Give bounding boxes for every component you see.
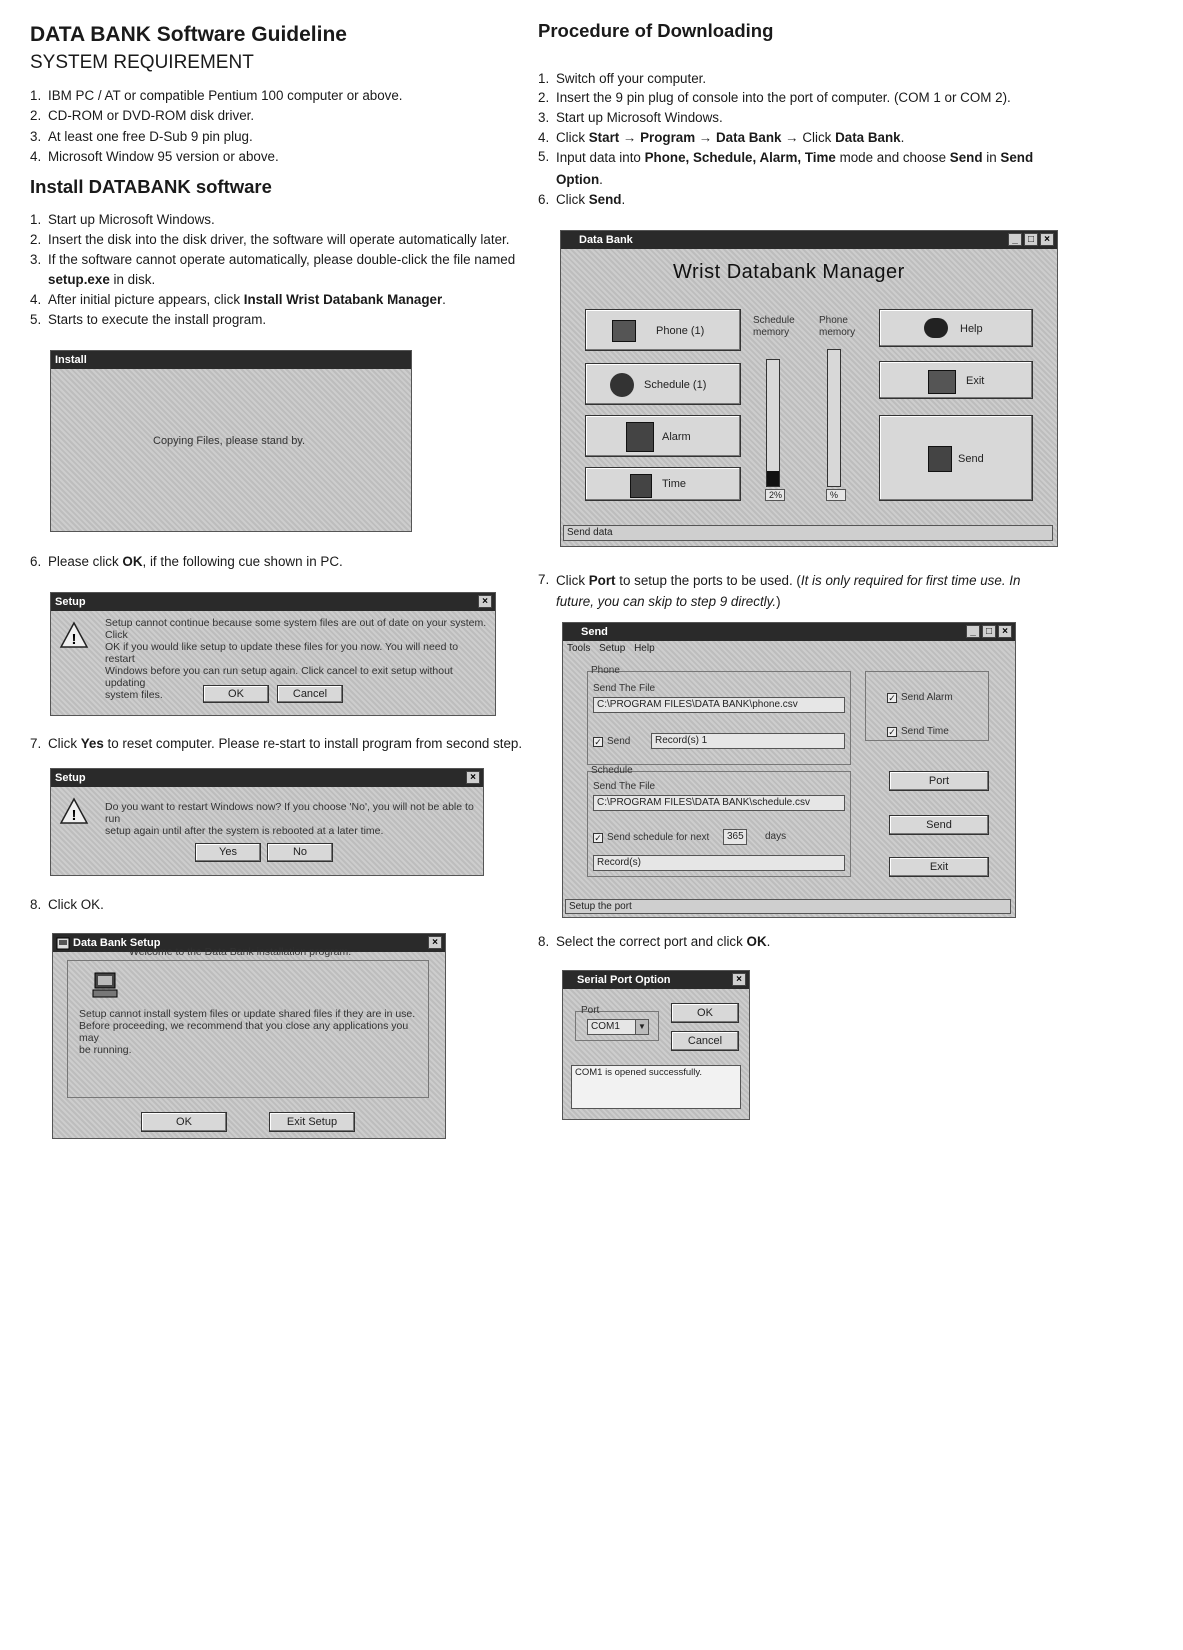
databank-setup-dialog (52, 933, 446, 1139)
ok-button[interactable]: OK (203, 685, 269, 703)
menu-setup[interactable]: Setup (599, 643, 626, 654)
exit-door-icon (928, 370, 956, 394)
welcome-message: Welcome to the Data Bank installation program. (129, 946, 352, 958)
install-dialog-message: Copying Files, please stand by. (153, 435, 306, 447)
port-select[interactable]: COM1 ▼ (587, 1019, 649, 1035)
list-item: 3. At least one free D-Sub 9 pin plug. (30, 128, 253, 144)
ok-button[interactable]: OK (671, 1003, 739, 1023)
send-alarm-checkbox[interactable]: ✓ (888, 693, 896, 703)
schedule-send-file-label: Send The File (593, 781, 656, 792)
yes-button[interactable]: Yes (195, 843, 261, 862)
port-status-box: COM1 is opened successfully. (571, 1065, 741, 1109)
maximize-button[interactable]: □ (1024, 233, 1038, 246)
setup-dialog-titlebar: Setup (51, 769, 483, 787)
setup-dialog-update (50, 592, 496, 716)
time-button[interactable]: Time (585, 467, 741, 501)
send-computer-icon (928, 446, 952, 472)
close-button[interactable]: × (732, 973, 746, 986)
close-button[interactable]: × (478, 595, 492, 608)
computer-setup-icon (91, 970, 121, 1000)
send-window-titlebar: Send (563, 623, 1015, 641)
setup-dialog-titlebar: Setup (51, 593, 495, 611)
schedule-memory-label: Schedule memory (753, 315, 795, 338)
list-item: 2. CD-ROM or DVD-ROM disk driver. (30, 108, 255, 124)
status-bar: Send data (563, 525, 1053, 541)
phone-group-label: Phone (591, 665, 620, 676)
databank-window (560, 230, 1058, 547)
send-phone-checkbox[interactable]: ✓ (594, 737, 602, 747)
send-phone-label: Send (607, 736, 631, 747)
help-icon (924, 318, 948, 338)
send-alarm-label: Send Alarm (901, 692, 953, 703)
ok-button[interactable]: OK (141, 1112, 227, 1132)
menu-tools[interactable]: Tools (567, 643, 591, 654)
requirements-list (30, 86, 550, 167)
minimize-button[interactable]: _ (1008, 233, 1022, 246)
setup-app-icon (56, 937, 70, 950)
install-dialog (50, 350, 412, 532)
time-icon (630, 474, 652, 498)
phone-memory-label: Phone memory (819, 315, 856, 338)
close-button[interactable]: × (1040, 233, 1054, 246)
phone-icon (612, 320, 636, 342)
section-title-install: Install DATABANK software (30, 176, 272, 197)
minimize-button[interactable]: _ (966, 625, 980, 638)
warning-icon (59, 797, 89, 825)
menu-bar (567, 643, 655, 654)
port-group-label: Port (581, 1005, 600, 1016)
exit-button[interactable]: Exit (879, 361, 1033, 399)
phone-memory-bar (827, 349, 841, 487)
phone-records: Record(s) 1 (651, 733, 845, 749)
send-time-checkbox[interactable]: ✓ (888, 727, 896, 737)
send-window (562, 622, 1016, 918)
cancel-button[interactable]: Cancel (277, 685, 343, 703)
exit-setup-button[interactable]: Exit Setup (269, 1112, 355, 1132)
send-button[interactable]: Send (879, 415, 1033, 501)
menu-help[interactable]: Help (634, 643, 655, 654)
port-button[interactable]: Port (889, 771, 989, 791)
calendar-icon (626, 422, 654, 452)
phone-file-path[interactable]: C:\PROGRAM FILES\DATA BANK\phone.csv (593, 697, 845, 713)
phone-memory-percent: % (826, 489, 846, 501)
app-banner-title: Wrist Databank Manager (673, 261, 905, 283)
send-button[interactable]: Send (889, 815, 989, 835)
schedule-memory-bar (766, 359, 780, 487)
schedule-memory-fill (767, 471, 779, 486)
send-schedule-label: Send schedule for next (607, 832, 710, 843)
no-button[interactable]: No (267, 843, 333, 862)
schedule-group-label: Schedule (591, 765, 633, 776)
setup-dialog-restart (50, 768, 484, 876)
send-time-label: Send Time (901, 726, 949, 737)
schedule-button[interactable]: Schedule (1) (585, 363, 741, 405)
install-dialog-titlebar: Install (51, 351, 411, 369)
close-button[interactable]: × (428, 936, 442, 949)
schedule-memory-percent: 2% (765, 489, 785, 501)
close-button[interactable]: × (466, 771, 480, 784)
list-item: 4. Microsoft Window 95 version or above. (30, 148, 279, 164)
svg-text:!: ! (71, 631, 77, 648)
close-button[interactable]: × (998, 625, 1012, 638)
setup-info-message: Setup cannot install system files or update shared files if they are in use. Before proceeding, we recommend that you close any applications you may be running. (79, 1008, 416, 1056)
schedule-days-input[interactable]: 365 (723, 829, 747, 845)
maximize-button[interactable]: □ (982, 625, 996, 638)
status-bar: Setup the port (565, 899, 1011, 914)
list-item: 1. IBM PC / AT or compatible Pentium 100 computer or above. (30, 88, 403, 103)
serial-port-titlebar: Serial Port Option (563, 971, 749, 989)
exit-button[interactable]: Exit (889, 857, 989, 877)
svg-text:!: ! (71, 807, 77, 824)
page-title: DATA BANK Software Guideline (30, 23, 347, 46)
setup-dialog-message: Do you want to restart Windows now? If you choose 'No', you will not be able to run setup again until after the system is rebooted at a later time. (105, 801, 474, 837)
section-title-system-requirement: SYSTEM REQUIREMENT (30, 52, 254, 73)
days-label: days (765, 831, 787, 842)
serial-port-dialog (562, 970, 750, 1120)
clock-icon (610, 373, 634, 397)
schedule-records: Record(s) (593, 855, 845, 871)
phone-button[interactable]: Phone (1) (585, 309, 741, 351)
cancel-button[interactable]: Cancel (671, 1031, 739, 1051)
send-schedule-checkbox[interactable]: ✓ (594, 833, 602, 843)
alarm-button[interactable]: Alarm (585, 415, 741, 457)
warning-icon (59, 621, 89, 649)
section-title-downloading: Procedure of Downloading (538, 20, 774, 41)
help-button[interactable]: Help (879, 309, 1033, 347)
send-file-label: Send The File (593, 683, 656, 694)
schedule-file-path[interactable]: C:\PROGRAM FILES\DATA BANK\schedule.csv (593, 795, 845, 811)
setup-dialog-message: Setup cannot continue because some system files are out of date on your system. Click OK if you would like setup to update these files for you now. You will need to restart Windows before you can run setup again. Click cancel to exit setup without updating system files. (105, 617, 487, 701)
chevron-down-icon: ▼ (635, 1020, 648, 1034)
databank-setup-titlebar: Data Bank Setup (53, 934, 445, 952)
databank-window-titlebar: Data Bank (561, 231, 1057, 249)
